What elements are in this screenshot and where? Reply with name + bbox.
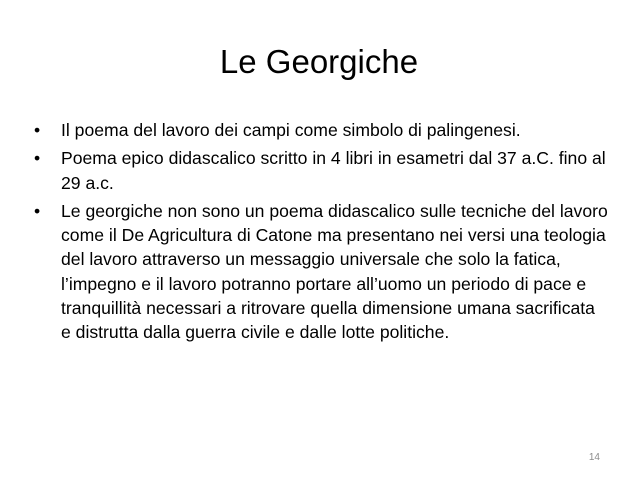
slide-title: Le Georgiche (219, 43, 419, 80)
bullet-item (34, 118, 609, 142)
bullet-text: Poema epico didascalico scritto in 4 libri in esametri dal 37 a.C. fino al 29 a.c. (61, 148, 606, 193)
page-number: 14 (588, 452, 600, 463)
bullet-icon: • (34, 148, 41, 169)
bullet-text: Le georgiche non sono un poema didascalico sulle tecniche del lavoro come il De Agricultura di Catone ma presentano nei versi una teologia del lavoro attraverso un messaggio universale che solo la fatica, l’impegno e il lavoro potranno portare all’uomo un periodo di pace e tranquillità necessari a ritrovare quella dimensione umana sacrificata e distrutta dalla guerra civile e dalle lotte politiche. (61, 200, 608, 343)
bullet-icon: • (34, 120, 41, 140)
bullet-list (34, 118, 609, 349)
bullet-item (34, 146, 609, 195)
bullet-text: Il poema del lavoro dei campi come simbolo di palingenesi. (61, 120, 521, 140)
bullet-icon: • (34, 200, 41, 221)
bullet-item (34, 199, 609, 345)
